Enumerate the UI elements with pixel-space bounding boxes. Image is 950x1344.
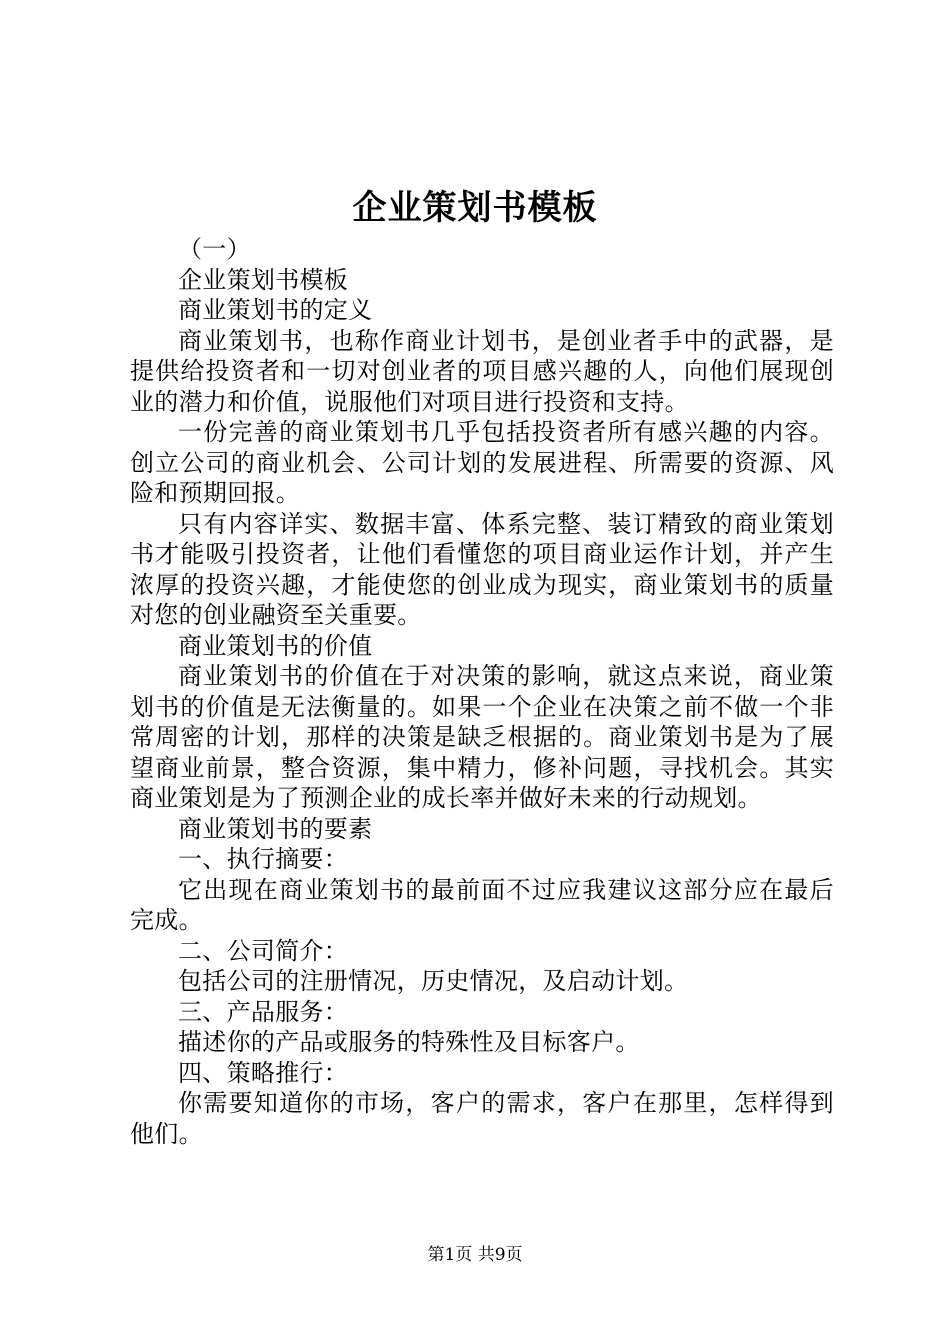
paragraph-strategy: 你需要知道你的市场，客户的需求，客户在那里，怎样得到他们。 <box>130 1089 834 1148</box>
paragraph-section-number: （一） <box>178 235 251 263</box>
heading-value: 商业策划书的价值 <box>178 631 373 660</box>
paragraph-quality: 只有内容详实、数据丰富、体系完整、装订精致的商业策划书才能吸引投资者，让他们看懂您的项目商业运作计划，并产生浓厚的投资兴趣，才能使您的创业成为现实，商业策划书的质量对您的创业融资至关重要。 <box>130 509 834 629</box>
paragraph-contents: 一份完善的商业策划书几乎包括投资者所有感兴趣的内容。创立公司的商业机会、公司计划的发展进程、所需要的资源、风险和预期回报。 <box>130 418 834 507</box>
heading-executive-summary: 一、执行摘要： <box>178 845 349 873</box>
document-body <box>130 234 834 1149</box>
page-footer: 第1页 共9页 <box>427 1245 523 1265</box>
heading-company-profile: 二、公司简介： <box>178 936 349 965</box>
heading-products-services: 三、产品服务： <box>178 997 349 1026</box>
paragraph-subtitle: 企业策划书模板 <box>178 265 349 294</box>
heading-definition: 商业策划书的定义 <box>178 296 373 324</box>
paragraph-company-profile: 包括公司的注册情况，历史情况，及启动计划。 <box>178 967 689 995</box>
document-title: 企业策划书模板 <box>352 188 598 228</box>
heading-elements: 商业策划书的要素 <box>178 814 373 843</box>
paragraph-definition: 商业策划书，也称作商业计划书，是创业者手中的武器，是提供给投资者和一切对创业者的项目感兴趣的人，向他们展现创业的潜力和价值，说服他们对项目进行投资和支持。 <box>130 326 834 416</box>
paragraph-products-services: 描述你的产品或服务的特殊性及目标客户。 <box>178 1028 640 1056</box>
paragraph-executive-summary: 它出现在商业策划书的最前面不过应我建议这部分应在最后完成。 <box>130 875 834 934</box>
heading-strategy: 四、策略推行： <box>178 1058 349 1087</box>
paragraph-value: 商业策划书的价值在于对决策的影响，就这点来说，商业策划书的价值是无法衡量的。如果一个企业在决策之前不做一个非常周密的计划，那样的决策是缺乏根据的。商业策划书是为了展望商业前景，整合资源，集中精力，修补问题，寻找机会。其实商业策划是为了预测企业的成长率并做好未来的行动规划。 <box>130 662 834 812</box>
